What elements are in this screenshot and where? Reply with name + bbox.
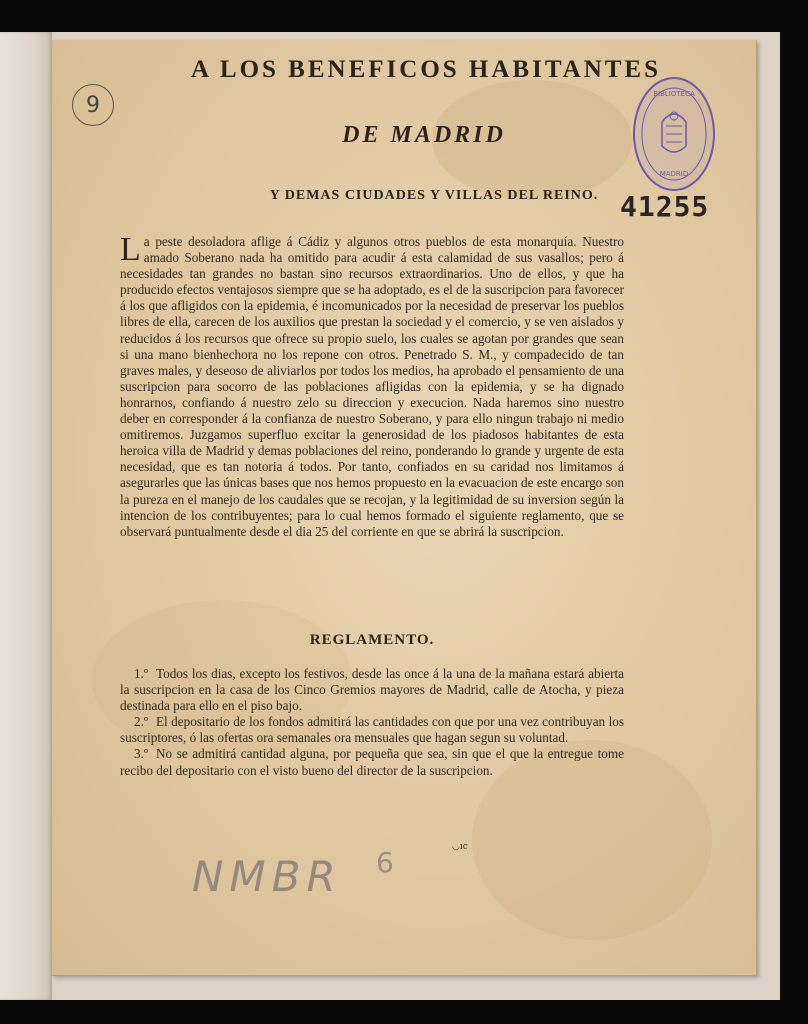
article-number: 1.º <box>134 666 148 681</box>
article-3 <box>120 746 624 778</box>
svg-text:MADRID: MADRID <box>659 170 689 178</box>
drop-cap: L <box>120 231 141 268</box>
article-number: 3.º <box>134 746 148 762</box>
article-1 <box>120 666 624 714</box>
article-number: 2.º <box>134 714 148 730</box>
document-subtitle: Y DEMAS CIUDADES Y VILLAS DEL REINO. <box>269 188 599 203</box>
body-paragraph <box>120 231 624 540</box>
printer-mark: ◡ıc <box>452 842 468 852</box>
article-2 <box>120 714 624 746</box>
document-title: A LOS BENEFICOS HABITANTES <box>190 56 662 83</box>
inventory-number: 41255 <box>620 190 710 223</box>
body-text: a peste desoladora aflige á Cádiz y algunos otros pueblos de esta monarquía. Nuestro amado Soberano nada ha omitido para acudir á esta calamidad de sus vasallos; pero á necesidades tan grandes no bastan sino recursos extraordinarios. Uno de ellos, y que ha producido efectos ventajosos siempre que se ha adoptado, es el de la suscripcion para favorecer á los que afligidos con la epidemia, é incomunicados por la necesidad de preservar los pueblos libres de ella, carecen de los auxilios que prestan la sociedad y el comercio, y se ven aislados y reducidos á los recursos que ofrece su propio suelo, los cuales se agotan por grandes que sean si una mano bienhechora no los repone con otros. Penetrado S. M., y compadecido de tan graves males, y deseoso de aliviarlos por todos los medios, ha aprobado el pensamiento de una suscripcion para socorro de las poblaciones afligidas con la epidemia, y se ha dignado honrarnos, confiando á nuestro zelo su direccion y execucion. Nada haremos sino nuestro deber en corresponder á la confianza de nuestro Soberano, y para ello ningun trabajo ni medio omitiremos. Juzgamos superfluo excitar la generosidad de los piadosos habitantes de esta heroica villa de Madrid y demas poblaciones del reino, ponderando lo grande y urgente de esta necesidad, que es tan notoria á todos. Por tanto, confiados en su caridad nos limitamos á asegurarles que las únicas bases que nos hemos propuesto en la evacuacion de este encargo son la pureza en el manejo de los caudales que se recojan, y la legitimidad de su inversion según la intencion de los contribuyentes; para lo cual hemos formado el siguiente reglamento, que se observará puntualmente desde el dia 25 del corriente en que se abrirá la suscripcion. <box>120 234 624 539</box>
svg-text:BIBLIOTECA: BIBLIOTECA <box>653 90 695 98</box>
library-stamp-icon <box>632 76 716 192</box>
article-text: No se admitirá cantidad alguna, por pequeña que sea, sin que el que la entregue tome recibo del depositario con el visto bueno del director de la suscripcion. <box>120 746 624 778</box>
reglamento-heading: REGLAMENTO. <box>309 632 435 648</box>
pencil-annotation-number: 6 <box>376 846 394 879</box>
article-text: Todos los dias, excepto los festivos, desde las once á la una de la mañana estará abierta la suscripcion en la casa de los Cinco Gremios mayores de Madrid, calle de Atocha, y pieza destinada para ello en el piso bajo. <box>120 666 624 714</box>
document-page <box>52 40 757 976</box>
pencil-annotation: NMBR <box>192 852 342 901</box>
binding-strip <box>0 32 52 1000</box>
reglamento-articles <box>120 666 624 779</box>
handwritten-folio-number: 9 <box>72 84 114 126</box>
document-title-city: DE MADRID <box>342 122 506 148</box>
article-text: El depositario de los fondos admitirá las cantidades con que por una vez contribuyan los suscriptores, ó las ofertas ora semanales ora mensuales que hagan segun su voluntad. <box>120 714 624 746</box>
